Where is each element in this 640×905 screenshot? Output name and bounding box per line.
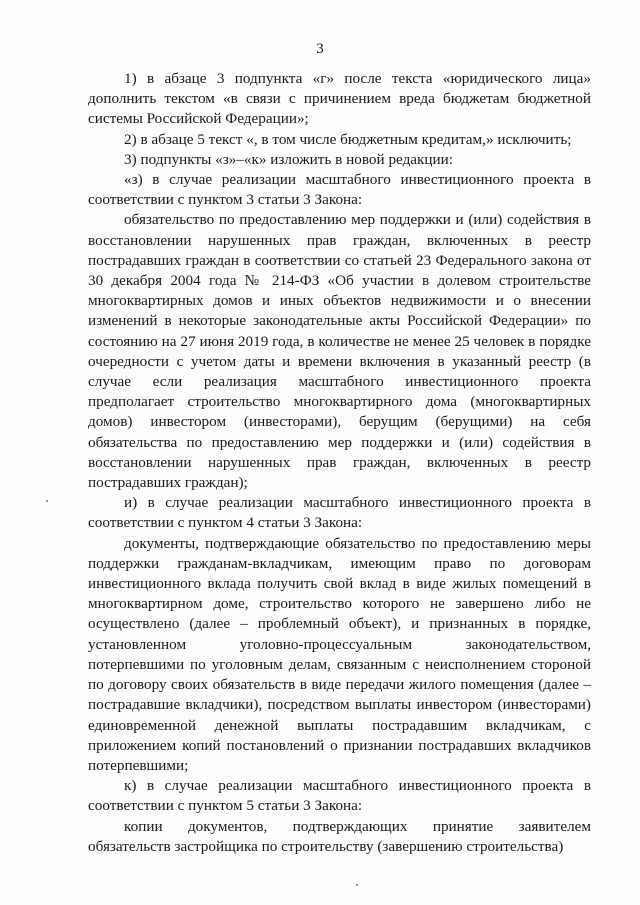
paragraph-item-2: 2) в абзаце 5 текст «, в том числе бюджетным кредитам,» исключить;: [124, 130, 572, 148]
paragraph-subpoint-k: к) в случае реализации масштабного инвестиционного проекта в соответствии с пунктом 5 статьи 3 Закона:: [88, 777, 591, 815]
paragraph-documents-i: документы, подтверждающие обязательство по предоставлению меры поддержки гражданам-вкладчикам, имеющим право по договорам инвестиционного вклада получить свой вклад в виде жилых помещений в многоквартирном доме, строительство которого не завершено либо не осуществлено (далее – проблемный объект), и признанных в порядке, установленном уголовно-процессуальным законодательством, потерпевшими по уголовным делам, связанным с неисполнением стороной по договору своих обязательств в виде передачи жилого помещения (далее – пострадавшие вкладчики), посредством выплаты инвестором (инвесторами) единовременной денежной выплаты пострадавшим вкладчикам, с приложением копий постановлений о признании пострадавших вкладчиков потерпевшими;: [88, 534, 591, 774]
paragraph-obligation-z: обязательство по предоставлению мер поддержки и (или) содействия в восстановлении нарушенных прав граждан, включенных в реестр пострадавших граждан в соответствии со статьей 23 Федерального закона от 30 декабря 2004 года № 214-ФЗ «Об участии в долевом строительстве многоквартирных домов и иных объектов недвижимости и о внесении изменений в некоторые законодательные акты Российской Федерации» по состоянию на 27 июня 2019 года, в количестве не менее 25 человек в порядке очередности с учетом даты и времени включения в указанный реестр (в случае если реализация масштабного инвестиционного проекта предполагает строительство многоквартирного дома (многоквартирных домов) инвестором (инвесторами), берущим (берущими) на себя обязательства по предоставлению мер поддержки и (или) содействия в восстановлении нарушенных прав граждан, включенных в реестр пострадавших граждан);: [88, 211, 591, 492]
paragraph-subpoint-z: «з) в случае реализации масштабного инвестиционного проекта в соответствии с пунктом 3 статьи 3 Закона:: [88, 171, 591, 209]
document-body: [88, 69, 591, 857]
paragraph-item-1: 1) в абзаце 3 подпункта «г» после текста «юридического лица» дополнить текстом «в связи с причинением вреда бюджетам бюджетной системы Российской Федерации»;: [88, 70, 591, 128]
scan-speck: [356, 884, 358, 886]
paragraph-subpoint-i: и) в случае реализации масштабного инвестиционного проекта в соответствии с пунктом 4 статьи 3 Закона:: [88, 494, 591, 532]
paragraph-item-3: 3) подпункты «з»–«к» изложить в новой редакции:: [124, 150, 454, 168]
scan-speck: [46, 500, 48, 502]
paragraph-copies-k: копии документов, подтверждающих принятие заявителем обязательств застройщика по строительству (завершению строительства): [88, 817, 591, 855]
page-number: 3: [316, 41, 324, 57]
